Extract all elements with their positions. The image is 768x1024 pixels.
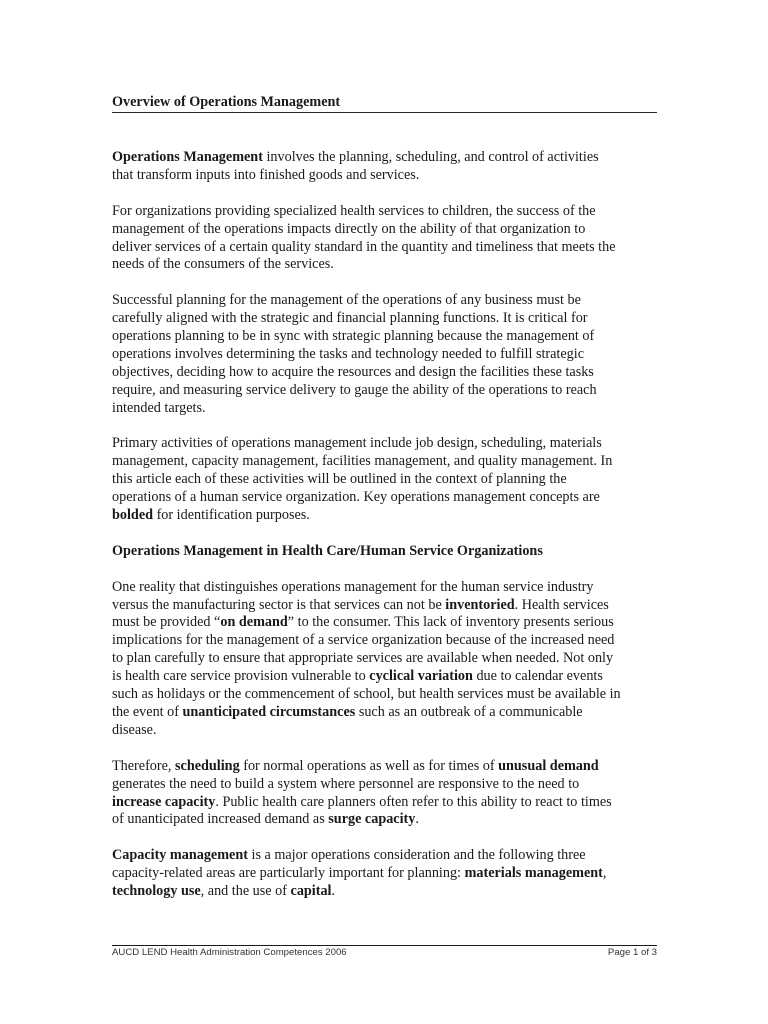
text-line: capacity-related areas are particularly important for planning: materials management, — [112, 865, 607, 882]
text-line: Operations Management involves the planning, scheduling, and control of activities — [112, 149, 599, 165]
text-line: increase capacity. Public health care planners often refer to this ability to react to times — [112, 793, 612, 810]
footer-title: AUCD LEND Health Administration Competences 2006 — [112, 947, 347, 958]
key-concept: on demand — [220, 614, 288, 631]
text-line: require, and measuring service delivery to gauge the ability of the operations to reach — [112, 381, 597, 398]
text-line: operations planning to be in sync with strategic planning because the management of — [112, 328, 595, 345]
text-line: Primary activities of operations management include job design, scheduling, materials — [112, 435, 602, 452]
key-concept: increase capacity — [112, 793, 216, 810]
text-line: management, capacity management, facilities management, and quality management. In — [112, 453, 613, 470]
text-line: the event of unanticipated circumstances such as an outbreak of a communicable — [112, 704, 583, 721]
text-line: operations of a human service organization. Key operations management concepts are — [112, 489, 600, 506]
key-concept: technology use — [112, 883, 201, 900]
page-number: Page 1 of 3 — [607, 947, 657, 958]
section-heading: Operations Management in Health Care/Human Service Organizations — [112, 542, 543, 559]
text-line: to plan carefully to ensure that appropriate services are available when needed. Not only — [112, 650, 614, 667]
paragraph — [112, 579, 657, 740]
document-body — [112, 149, 657, 901]
key-concept: materials management — [464, 865, 603, 882]
text-line: versus the manufacturing sector is that services can not be inventoried. Health services — [112, 596, 609, 613]
text-line: needs of the consumers of the services. — [112, 256, 334, 273]
health-care-section — [112, 579, 657, 901]
key-concept: scheduling — [175, 757, 240, 774]
page-footer — [112, 945, 657, 959]
intro-section — [112, 149, 657, 525]
paragraph — [112, 758, 657, 830]
text-line: implications for the management of a service organization because of the increased need — [112, 632, 615, 649]
text-line: must be provided “on demand” to the consumer. This lack of inventory presents serious — [112, 614, 614, 631]
key-concept: unusual demand — [498, 757, 599, 774]
text-line: Therefore, scheduling for normal operations as well as for times of unusual demand — [112, 757, 599, 774]
key-concept: bolded — [112, 507, 154, 524]
text-line: management of the operations impacts directly on the ability of that organization to — [112, 220, 586, 237]
text-line: such as holidays or the commencement of school, but health services must be available in — [112, 686, 621, 703]
key-concept: unanticipated circumstances — [182, 704, 356, 721]
paragraph — [112, 292, 657, 417]
text-line: that transform inputs into finished goods and services. — [112, 166, 420, 183]
text-line: operations involves determining the tasks and technology needed to fulfill strategic — [112, 345, 585, 362]
key-concept: surge capacity — [328, 811, 416, 828]
key-concept: Capacity management — [112, 847, 248, 864]
paragraph — [112, 435, 657, 525]
text-line: Capacity management is a major operations consideration and the following three — [112, 847, 586, 864]
text-line: of unanticipated increased demand as surge capacity. — [112, 811, 419, 828]
text-line: deliver services of a certain quality standard in the quantity and timeliness that meets the — [112, 238, 616, 255]
paragraph — [112, 847, 657, 901]
text-line: For organizations providing specialized health services to children, the success of the — [112, 202, 596, 219]
text-line: generates the need to build a system where personnel are responsive to the need to — [112, 775, 580, 792]
document-title: Overview of Operations Management — [112, 94, 657, 113]
text-line: carefully aligned with the strategic and financial planning functions. It is critical for — [112, 310, 588, 327]
text-line: this article each of these activities will be outlined in the context of planning the — [112, 471, 567, 488]
key-concept: Operations Management — [112, 149, 263, 165]
paragraph — [112, 203, 657, 275]
text-line: intended targets. — [112, 399, 206, 416]
text-line: One reality that distinguishes operations management for the human service industry — [112, 578, 594, 595]
text-line: bolded for identification purposes. — [112, 507, 310, 524]
key-concept: capital — [290, 883, 332, 900]
text-line: is health care service provision vulnerable to cyclical variation due to calendar events — [112, 668, 603, 685]
text-line: Successful planning for the management of the operations of any business must be — [112, 292, 581, 309]
text-line: technology use, and the use of capital. — [112, 883, 336, 900]
key-concept: cyclical variation — [369, 668, 473, 685]
key-concept: inventoried — [445, 596, 515, 613]
paragraph — [112, 149, 657, 185]
text-line: disease. — [112, 721, 157, 738]
text-line: objectives, deciding how to acquire the resources and design the facilities these tasks — [112, 363, 594, 380]
